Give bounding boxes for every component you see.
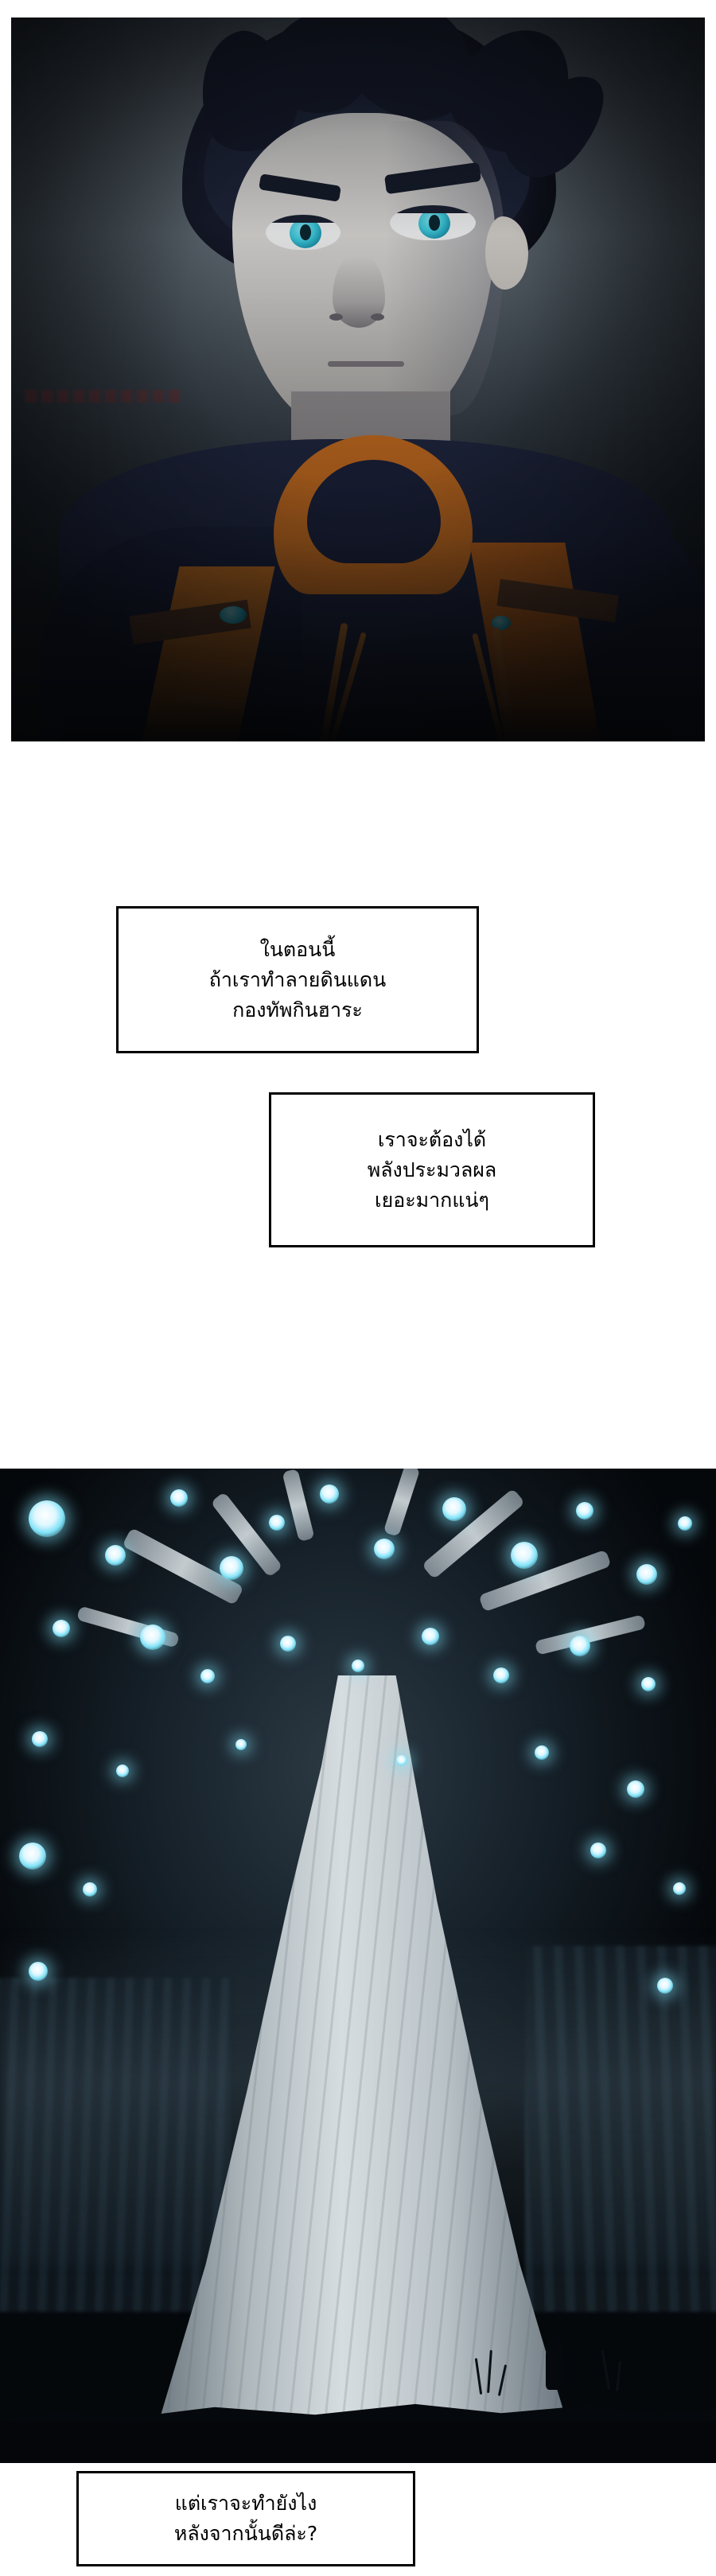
glowing-orb <box>535 1745 549 1760</box>
glowing-orb <box>320 1485 339 1504</box>
glowing-orb <box>269 1515 285 1531</box>
dialogue-line: เราจะต้องได้ <box>377 1127 487 1151</box>
glowing-orb <box>53 1620 70 1637</box>
glowing-orb <box>493 1667 509 1683</box>
dialogue-line: แต่เราจะทำยังไง <box>174 2492 317 2515</box>
panel-glowing-tree <box>0 1469 716 2463</box>
glowing-orb <box>590 1843 606 1858</box>
dialogue-line: กองทัพกินฮาระ <box>232 998 363 1021</box>
dialogue-line: เยอะมากแน่ๆ <box>375 1188 489 1212</box>
panel-character-closeup <box>11 18 705 741</box>
glowing-orb <box>678 1516 692 1531</box>
glowing-orb <box>627 1780 644 1798</box>
glowing-orb <box>170 1489 188 1507</box>
glowing-orb <box>641 1677 656 1691</box>
glowing-orb <box>116 1765 129 1777</box>
glowing-orb <box>511 1542 538 1569</box>
glowing-orb <box>442 1497 466 1521</box>
glowing-orb <box>32 1731 48 1747</box>
glowing-orb <box>673 1882 686 1895</box>
glowing-orb <box>105 1545 126 1566</box>
dialogue-box-3 <box>76 2471 415 2566</box>
glowing-orb <box>140 1625 165 1650</box>
glowing-orb <box>29 1500 65 1537</box>
glowing-orb <box>19 1843 46 1870</box>
glowing-orb <box>235 1739 247 1750</box>
glowing-orb <box>422 1628 439 1645</box>
glowing-orb <box>636 1564 657 1585</box>
glowing-orb <box>29 1962 48 1981</box>
panel1-vignette <box>11 18 705 741</box>
dialogue-line: ในตอนนี้ <box>259 937 336 961</box>
glowing-orb <box>220 1556 243 1580</box>
dialogue-line: พลังประมวลผล <box>367 1158 497 1181</box>
dialogue-box-2 <box>269 1092 595 1247</box>
glowing-orb <box>570 1636 590 1656</box>
ground-base <box>0 2422 716 2463</box>
glowing-orb <box>352 1660 364 1672</box>
character-silhouette <box>546 2341 563 2390</box>
glowing-orb <box>83 1882 97 1897</box>
glowing-orb <box>280 1636 296 1652</box>
glowing-orb <box>576 1502 593 1520</box>
dialogue-box-1 <box>116 906 479 1053</box>
glowing-orb <box>374 1539 395 1559</box>
dialogue-line: หลังจากนั้นดีล่ะ? <box>173 2522 318 2545</box>
glowing-orb <box>396 1755 407 1766</box>
character-silhouette-head <box>551 2333 560 2344</box>
glowing-orb <box>657 1978 673 1994</box>
glowing-orb <box>200 1669 215 1683</box>
dialogue-line: ถ้าเราทำลายดินแดน <box>208 967 387 991</box>
